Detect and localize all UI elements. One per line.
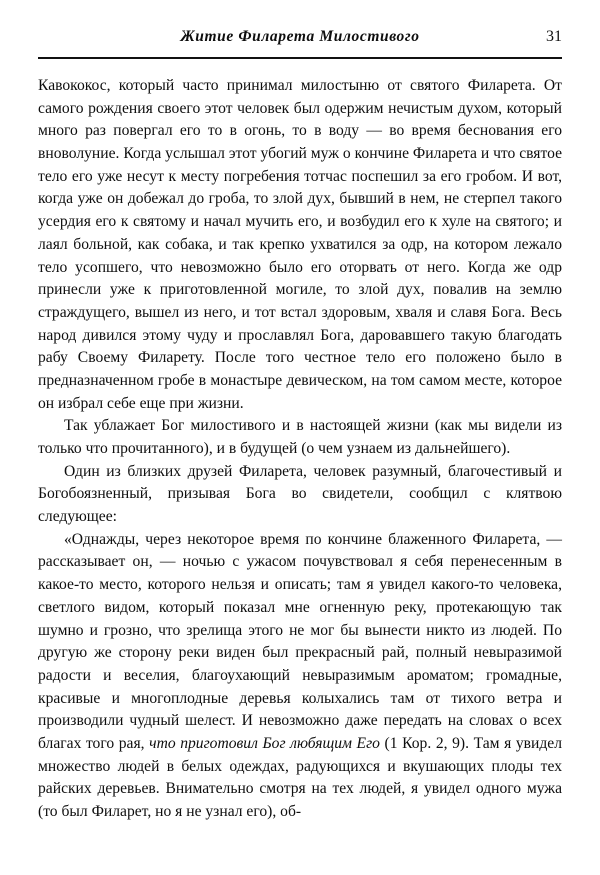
running-title: Житие Филарета Милостивого [180, 28, 420, 45]
text-run: «Однажды, через некоторое время по кончине блаженного Филарета, — рассказывает он, — ночью с ужасом почувствовал я себя перенесенным в какое-то место, которого нельзя и описать; там я увидел какого-то человека, светлого видом, который показал мне огненную реку, протекающую так шумно и грозно, что зрелища этого не мог бы вынести никто из людей. По другую же сторону реки виден был прекрасный рай, полный невыразимой радости и веселия, благоухающий невыразимым ароматом; громадные, красивые и многоплодные деревья колыхались там от тихого ветра и производили чудный шелест. И невозможно даже передать на словах о всех благах того рая, [38, 530, 562, 752]
paragraph [38, 529, 562, 824]
header-divider [38, 57, 562, 59]
body-text [38, 75, 562, 824]
paragraph [38, 415, 562, 460]
page-number: 31 [546, 28, 562, 45]
text-run: Один из близких друзей Филарета, человек разумный, благочестивый и Богобоязненный, призывая Бога во свидетели, сообщил с клятвою следующее: [38, 462, 562, 526]
paragraph [38, 461, 562, 529]
text-run: (1 Кор. 2, 9). Там я увидел множество людей в белых одеждах, радующихся и вкушающих плоды тех райских деревьев. Внимательно смотря на тех людей, я увидел одного мужа (то был Филарет, но я не узнал его), об- [38, 734, 562, 820]
page-header [38, 28, 562, 52]
paragraph [38, 75, 562, 415]
text-run: Так ублажает Бог милостивого и в настоящей жизни (как мы видели из только что прочитанного), и в будущей (о чем узнаем из дальнейшего). [38, 417, 562, 457]
text-run: Кавококос, который часто принимал милостыню от святого Филарета. От самого рождения своего этот человек был одержим нечистым духом, который много раз повергал его то в огонь, то в воду — во время беснования его вноволуние. Когда услышал этот убогий муж о кончине Филарета и что святое тело его уже несут к месту погребения тотчас поспешил за его гробом. И вот, когда уже он добежал до гроба, то злой дух, бывший в нем, не стерпел такого усердия его к святому и начал мучить его, и возбудил его к хуле на святого; и лаял больной, как собака, и так крепко ухватился за одр, на котором лежало тело усопшего, что невозможно было его оторвать от него. Когда же одр принесли уже к приготовленной могиле, то злой дух, повалив на землю страждущего, вышел из него, и тот встал здоровым, хваля и славя Бога. Весь народ дивился этому чуду и прославлял Бога, даровавшего такую благодать рабу Своему Филарету. После того честное тело его положено было в предназначенном гробе в монастыре девическом, на том самом месте, которое он избрал себе еще при жизни. [38, 77, 562, 412]
scripture-quote: что приготовил Бог любящим Его [149, 734, 380, 752]
